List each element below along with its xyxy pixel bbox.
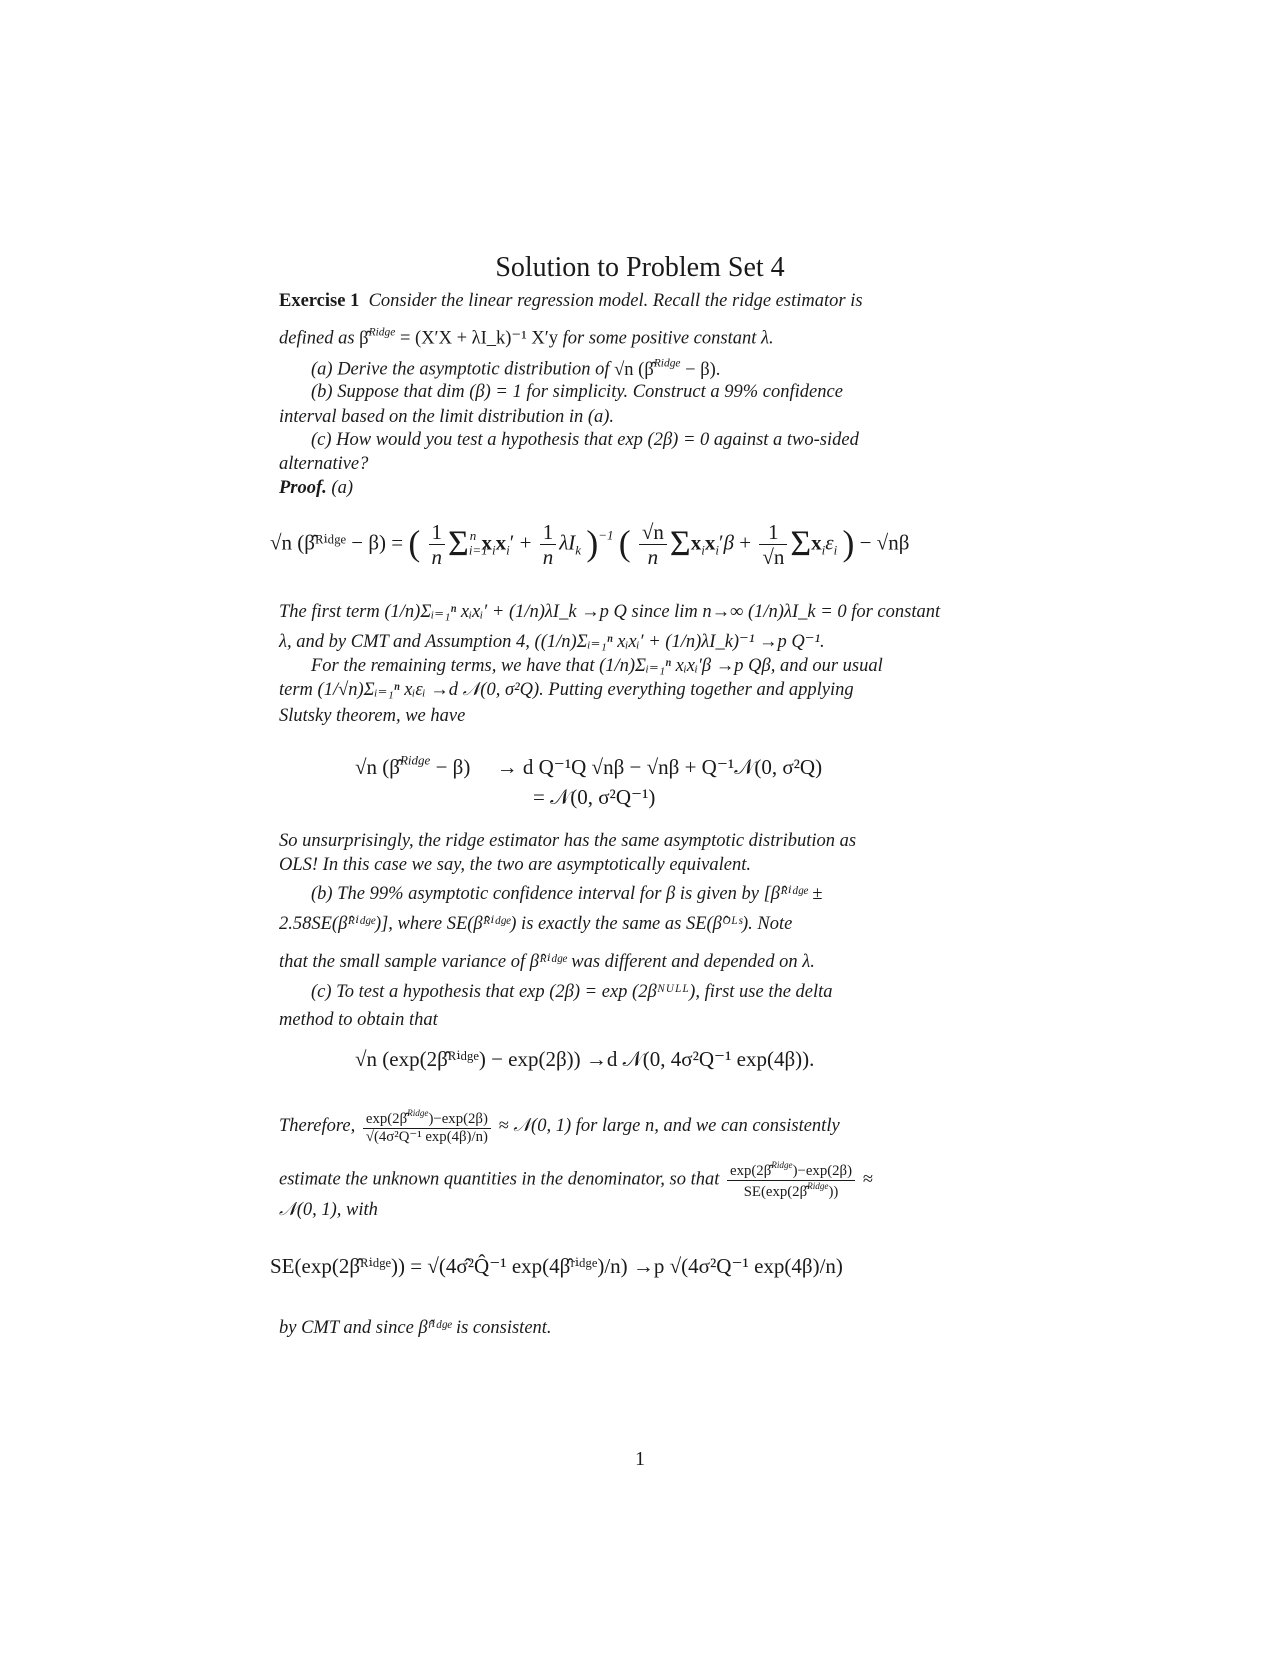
final-line: by CMT and since β̂ʳⁱᵈᵍᵉ is consistent. (279, 1318, 552, 1338)
proof-heading (279, 476, 999, 501)
ridge-definition-line: defined as β̂$^{Ridge}$ = (X′X + λI_k)⁻¹ X′y for some positive constant λ. (279, 326, 774, 349)
remaining-terms-line3: Slutsky theorem, we have (279, 706, 466, 726)
so-unsurprisingly-line1: So unsurprisingly, the ridge estimator has the same asymptotic distribution as (279, 831, 857, 851)
page-title: Solution to Problem Set 4 (495, 252, 785, 283)
feasible-t-statistic-fraction: $\frac{\exp(2\betâ^{Ridge})-\exp(2\beta)}{SE(\exp(2\betâ^{Ridge}))}$ (727, 1160, 855, 1201)
remaining-terms-line1: For the remaining terms, we have that (1/n)Σᵢ₌₁ⁿ xᵢxᵢ′β →p Qβ, and our usual (311, 656, 883, 676)
proof-part: (a) (331, 478, 353, 498)
ridge-definition-post: for some positive constant λ. (562, 328, 774, 349)
first-term-line2: λ, and by CMT and Assumption 4, ((1/n)Σᵢ₌₁ⁿ xᵢxᵢ′ + (1/n)λI_k)⁻¹ →p Q⁻¹. (279, 632, 825, 652)
part-b-line3: that the small sample variance of β̂ᴿⁱᵈᵍᵉ was different and depended on λ. (279, 952, 815, 972)
first-term-line1: The first term (1/n)Σᵢ₌₁ⁿ xᵢxᵢ′ + (1/n)λI_k →p Q since lim n→∞ (1/n)λI_k = 0 for constant (279, 602, 941, 622)
therefore-line (279, 1108, 1009, 1146)
equation-standard-error: SE(exp(2β̂ᴿⁱᵈᵍᵉ)) = √(4σ̂²Q̂⁻¹ exp(4β̂ʳⁱᵈᵍᵉ)/n) →p √(4σ²Q⁻¹ exp(4β)/n) (270, 1254, 843, 1278)
remaining-terms-line2: term (1/√n)Σᵢ₌₁ⁿ xᵢεᵢ →d 𝒩(0, σ²Q). Putting everything together and applying (279, 680, 854, 700)
therefore-post: ≈ 𝒩(0, 1) for large n, and we can consistently (498, 1116, 840, 1137)
exercise-part-b-line1: (b) Suppose that dim (β) = 1 for simplicity. Construct a 99% confidence (311, 382, 843, 402)
estimate-line: estimate the unknown quantities in the denominator, so that $\frac{\exp(2\betâ^{Ridge})-\exp(2\beta)}{SE(\exp(2\betâ^{Ridge}))}$ ≈ (279, 1160, 873, 1200)
exercise-part-a-text: (a) Derive the asymptotic distribution of (311, 359, 610, 380)
equation-delta-method: √n (exp(2β̂ᴿⁱᵈᵍᵉ) − exp(2β)) →d 𝒩(0, 4σ²Q⁻¹ exp(4β)). (355, 1047, 815, 1071)
with-line: 𝒩(0, 1), with (279, 1200, 378, 1220)
so-unsurprisingly-line2: OLS! In this case we say, the two are asymptotically equivalent. (279, 855, 752, 875)
exercise-part-b-line2: interval based on the limit distribution in (a). (279, 407, 615, 427)
equation-slutsky-line2: = 𝒩(0, σ²Q⁻¹) (533, 785, 656, 809)
part-b-line1: (b) The 99% asymptotic confidence interval for β is given by [β̂ᴿⁱᵈᵍᵉ ± (311, 884, 823, 904)
ridge-definition-formula: = (X′X + λI_k)⁻¹ X′y (399, 328, 559, 349)
exercise-label: Exercise 1 (279, 291, 360, 311)
exercise-part-c-line2: alternative? (279, 454, 369, 474)
therefore-pre: Therefore, (279, 1116, 356, 1137)
equation-ridge-expansion-lhs: √n (β̂ᴿⁱᵈᵍᵉ − β) = (270, 530, 404, 555)
t-statistic-fraction: $\frac{\exp(2\betâ^{Ridge})-\exp(2\beta)}{\text{√(4σ²Q⁻¹ exp(4β)/n)}}$ (363, 1108, 491, 1146)
exercise-part-a: (a) Derive the asymptotic distribution of √n (β̂$^{Ridge}$ − β). (311, 357, 721, 380)
exercise-intro-text: Consider the linear regression model. Recall the ridge estimator is (368, 291, 863, 311)
exercise-part-c-line1: (c) How would you test a hypothesis that exp (2β) = 0 against a two-sided (311, 430, 859, 450)
equation-ridge-expansion: √n (β̂ᴿⁱᵈᵍᵉ − β) = ( $\frac{1}{n}$ $\Sigma_{i=1}^n$ $x_ix_i'$ + $\frac{1}{n}$ $\lambda I_k$ )$^{-1}$ ( $\frac{√n}{n}$ $\Sigma x_ix_i'\beta$ + $\frac{1}{√n}$ $\Sigma x_i\varepsilon_i$ ) − √nβ (270, 520, 910, 570)
ridge-definition-pre: defined as (279, 328, 355, 349)
part-c-line1: (c) To test a hypothesis that exp (2β) = exp (2βᴺᵁᴸᴸ), first use the delta (311, 982, 833, 1002)
equation-ridge-expansion-rhs: − √nβ (859, 530, 910, 555)
page-number: 1 (635, 1448, 645, 1470)
part-b-line2: 2.58SE(β̂ᴿⁱᵈᵍᵉ)], where SE(β̂ᴿⁱᵈᵍᵉ) is exactly the same as SE(β̂ᴼᴸˢ). Note (279, 914, 793, 934)
estimate-pre: estimate the unknown quantities in the denominator, so that (279, 1169, 720, 1190)
proof-label: Proof. (279, 478, 327, 498)
equation-slutsky-rhs1: → d Q⁻¹Q √nβ − √nβ + Q⁻¹𝒩(0, σ²Q) (496, 754, 823, 779)
part-c-line2: method to obtain that (279, 1010, 438, 1030)
exercise-intro (279, 289, 999, 314)
equation-slutsky-line1: √n (β̂$^{Ridge}$ − β) → d Q⁻¹Q √nβ − √nβ + Q⁻¹𝒩(0, σ²Q) (355, 752, 823, 779)
